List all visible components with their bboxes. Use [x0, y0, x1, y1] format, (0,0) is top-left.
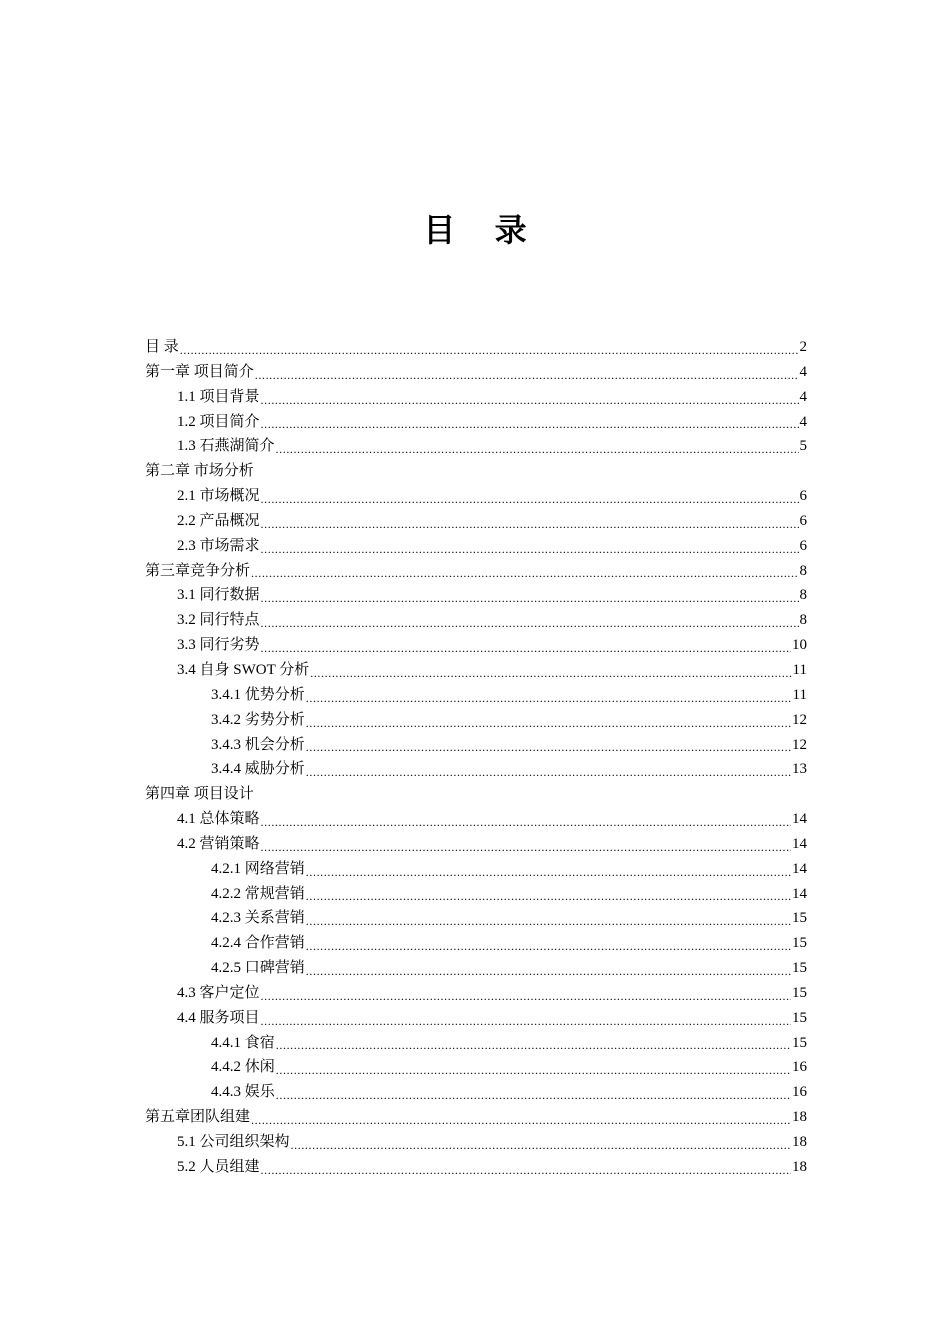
toc-entry-page-number: 12	[792, 711, 807, 728]
toc-leader-dots	[251, 1105, 791, 1130]
toc-entry-page-number: 14	[792, 811, 807, 828]
toc-entry-page-number: 11	[792, 686, 807, 703]
toc-entry-page-number: 15	[792, 984, 807, 1001]
toc-leader-dots	[261, 981, 791, 1006]
toc-entry-label: 2.1 市场概况	[177, 488, 260, 505]
toc-entry[interactable]	[145, 484, 807, 509]
toc-entry-label: 4.2.2 常规营销	[211, 885, 305, 902]
toc-leader-dots	[261, 484, 799, 509]
toc-entry-label: 4.2.1 网络营销	[211, 860, 305, 877]
toc-leader-dots	[276, 1031, 791, 1056]
toc-leader-dots	[180, 335, 799, 360]
toc-entry-label: 4.2.3 关系营销	[211, 910, 305, 927]
toc-entry-page-number: 15	[792, 1009, 807, 1026]
toc-entry[interactable]	[145, 583, 807, 608]
toc-leader-dots	[306, 733, 791, 758]
toc-entry-label: 1.3 石燕湖简介	[177, 438, 275, 455]
toc-leader-dots	[306, 857, 791, 882]
toc-entry[interactable]	[145, 782, 807, 807]
table-of-contents	[145, 335, 807, 1180]
toc-entry-label: 1.2 项目简介	[177, 413, 260, 430]
toc-entry[interactable]	[145, 360, 807, 385]
toc-entry-label: 4.4.3 娱乐	[211, 1084, 275, 1101]
toc-entry[interactable]	[145, 534, 807, 559]
toc-entry[interactable]	[145, 1055, 807, 1080]
toc-entry[interactable]	[145, 434, 807, 459]
toc-entry-label: 5.1 公司组织架构	[177, 1134, 290, 1150]
toc-entry[interactable]	[145, 906, 807, 931]
toc-entry-page-number: 12	[792, 736, 807, 753]
toc-leader-dots	[306, 931, 791, 956]
toc-entry-label: 4.3 客户定位	[177, 984, 260, 1001]
toc-entry-page-number: 16	[792, 1084, 807, 1101]
toc-entry-label: 4.4.1 食宿	[211, 1034, 275, 1051]
toc-leader-dots	[291, 1130, 791, 1155]
toc-entry[interactable]	[145, 559, 807, 584]
toc-entry[interactable]	[145, 1105, 807, 1130]
toc-entry-page-number: 5	[799, 438, 807, 455]
toc-leader-dots	[306, 683, 792, 708]
toc-entry[interactable]	[145, 857, 807, 882]
toc-leader-dots	[255, 782, 806, 807]
toc-entry-page-number: 2	[799, 339, 807, 355]
toc-entry-label: 目 录	[145, 339, 179, 355]
toc-entry-label: 4.4.2 休闲	[211, 1059, 275, 1076]
toc-leader-dots	[276, 1055, 791, 1080]
toc-entry[interactable]	[145, 633, 807, 658]
toc-entry[interactable]	[145, 683, 807, 708]
toc-entry-label: 4.2 营销策略	[177, 835, 260, 852]
toc-leader-dots	[306, 757, 791, 782]
toc-leader-dots	[261, 410, 799, 435]
toc-entry[interactable]	[145, 410, 807, 435]
toc-leader-dots	[261, 807, 791, 832]
toc-leader-dots	[310, 658, 791, 683]
toc-entry[interactable]	[145, 832, 807, 857]
toc-entry-page-number: 8	[799, 587, 807, 604]
toc-leader-dots	[306, 708, 791, 733]
toc-leader-dots	[276, 434, 799, 459]
toc-entry-page-number: 4	[799, 388, 807, 405]
toc-entry-label: 第一章 项目简介	[145, 363, 254, 380]
toc-leader-dots	[261, 832, 791, 857]
toc-entry[interactable]	[145, 1130, 807, 1155]
toc-entry-label: 3.2 同行特点	[177, 612, 260, 629]
toc-entry[interactable]	[145, 931, 807, 956]
toc-entry-page-number: 18	[792, 1134, 807, 1150]
toc-entry-label: 3.3 同行劣势	[177, 637, 260, 654]
toc-entry[interactable]	[145, 385, 807, 410]
toc-entry[interactable]	[145, 708, 807, 733]
toc-entry-page-number: 14	[792, 835, 807, 852]
toc-entry-page-number: 18	[792, 1158, 807, 1175]
toc-entry-page-number: 4	[799, 363, 807, 380]
toc-leader-dots	[261, 583, 799, 608]
toc-entry-page-number: 8	[799, 562, 807, 579]
toc-entry-label: 4.2.5 口碑营销	[211, 960, 305, 977]
toc-entry[interactable]	[145, 658, 807, 683]
toc-leader-dots	[261, 385, 799, 410]
toc-entry-label: 2.3 市场需求	[177, 537, 260, 554]
toc-entry-label: 第二章 市场分析	[145, 463, 254, 480]
toc-entry-label: 第五章团队组建	[145, 1109, 251, 1126]
toc-entry-label: 3.4.3 机会分析	[211, 736, 305, 753]
toc-entry-label: 5.2 人员组建	[177, 1158, 260, 1175]
toc-leader-dots	[255, 360, 799, 385]
toc-entry-page-number: 4	[799, 413, 807, 430]
toc-entry[interactable]	[145, 882, 807, 907]
toc-entry-label: 第四章 项目设计	[145, 786, 254, 803]
toc-entry-page-number: 15	[792, 1034, 807, 1051]
toc-entry-page-number: 14	[792, 885, 807, 902]
toc-entry-label: 4.4 服务项目	[177, 1009, 260, 1026]
toc-entry-page-number: 15	[792, 960, 807, 977]
toc-leader-dots	[261, 534, 799, 559]
toc-entry-page-number: 15	[792, 910, 807, 927]
toc-heading: 目 录	[423, 211, 541, 249]
toc-entry-page-number: 6	[799, 537, 807, 554]
toc-entry[interactable]	[145, 1031, 807, 1056]
toc-leader-dots	[261, 509, 799, 534]
toc-leader-dots	[276, 1080, 791, 1105]
toc-entry[interactable]	[145, 509, 807, 534]
toc-entry-page-number: 8	[799, 612, 807, 629]
toc-entry-page-number: 10	[792, 637, 807, 654]
toc-entry[interactable]	[145, 335, 807, 360]
toc-entry-page-number: 18	[792, 1109, 807, 1126]
toc-entry[interactable]	[145, 1080, 807, 1105]
toc-entry[interactable]	[145, 608, 807, 633]
toc-entry-label: 第三章竞争分析	[145, 562, 251, 579]
toc-leader-dots	[306, 956, 791, 981]
toc-entry-page-number: 16	[792, 1059, 807, 1076]
toc-entry-page-number: 13	[792, 761, 807, 778]
toc-entry[interactable]	[145, 733, 807, 758]
toc-entry-label: 3.4.2 劣势分析	[211, 711, 305, 728]
toc-leader-dots	[306, 906, 791, 931]
toc-entry-label: 4.2.4 合作营销	[211, 935, 305, 952]
toc-entry-label: 3.4 自身 SWOT 分析	[177, 661, 310, 678]
toc-entry[interactable]	[145, 1006, 807, 1031]
toc-entry[interactable]	[145, 757, 807, 782]
toc-entry[interactable]	[145, 807, 807, 832]
toc-leader-dots	[261, 1155, 791, 1180]
toc-entry-label: 3.4.4 威胁分析	[211, 761, 305, 778]
toc-entry[interactable]	[145, 981, 807, 1006]
toc-entry-page-number: 11	[792, 661, 807, 678]
toc-entry-label: 3.4.1 优势分析	[211, 686, 305, 703]
toc-entry-page-number: 6	[799, 488, 807, 505]
toc-leader-dots	[251, 559, 798, 584]
toc-entry[interactable]	[145, 1155, 807, 1180]
toc-entry[interactable]	[145, 956, 807, 981]
toc-entry[interactable]	[145, 459, 807, 484]
toc-entry-label: 2.2 产品概况	[177, 512, 260, 529]
toc-leader-dots	[261, 633, 791, 658]
toc-entry-label: 1.1 项目背景	[177, 388, 260, 405]
toc-entry-label: 3.1 同行数据	[177, 587, 260, 604]
toc-leader-dots	[261, 608, 799, 633]
toc-leader-dots	[306, 882, 791, 907]
toc-entry-page-number: 14	[792, 860, 807, 877]
toc-leader-dots	[261, 1006, 791, 1031]
toc-entry-page-number: 15	[792, 935, 807, 952]
toc-entry-page-number: 6	[799, 512, 807, 529]
toc-leader-dots	[255, 459, 806, 484]
toc-entry-label: 4.1 总体策略	[177, 811, 260, 828]
